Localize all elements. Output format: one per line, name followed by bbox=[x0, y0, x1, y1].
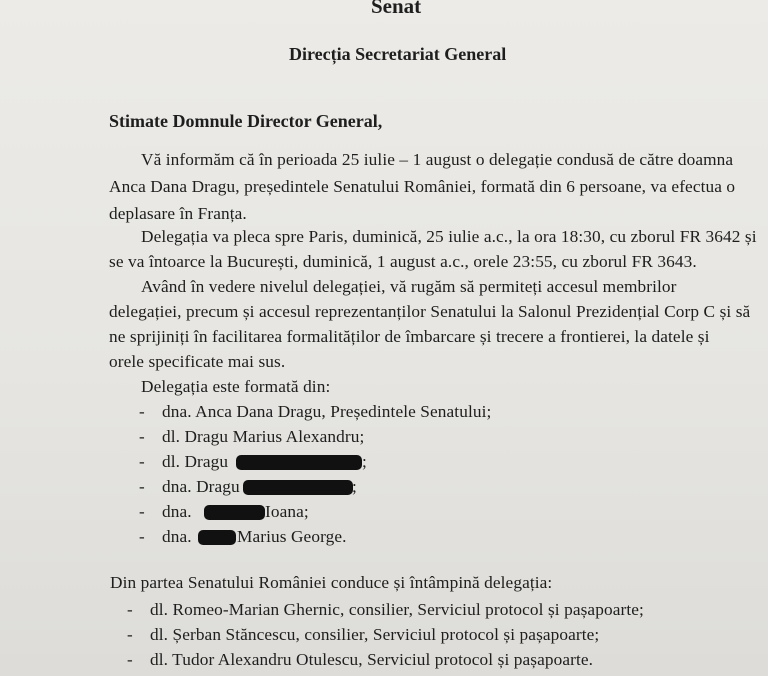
salutation: Stimate Domnule Director General, bbox=[109, 111, 383, 131]
institution-title: Senat bbox=[371, 0, 422, 18]
list-bullet: - bbox=[127, 625, 133, 644]
department-title: Direcția Secretariat General bbox=[289, 44, 507, 64]
member-prefix: dna. Dragu bbox=[162, 477, 240, 496]
list-bullet: - bbox=[139, 527, 145, 546]
member-prefix: dna. bbox=[162, 502, 192, 521]
paragraph-1-line-1: Vă informăm că în perioada 25 iulie – 1 august o delegație condusă de către doamna bbox=[141, 150, 734, 169]
member-suffix: Ioana; bbox=[265, 502, 309, 521]
member-prefix: dna. bbox=[162, 527, 192, 546]
list-bullet: - bbox=[139, 427, 145, 446]
member-text: dna. Anca Dana Dragu, Președintele Senatului; bbox=[162, 402, 492, 421]
member-suffix: ; bbox=[352, 477, 357, 496]
list-bullet: - bbox=[139, 477, 145, 496]
member-suffix: ; bbox=[362, 452, 367, 471]
redaction-bar bbox=[204, 505, 265, 520]
paragraph-3-line-4: orele specificate mai sus. bbox=[109, 352, 286, 371]
list-bullet: - bbox=[127, 650, 133, 669]
paragraph-3-line-3: ne sprijiniți în facilitarea formalităților de îmbarcare și trecere a frontierei, la datele și bbox=[109, 327, 710, 346]
redaction-bar bbox=[236, 455, 362, 470]
paragraph-3-line-2: delegației, precum și accesul reprezentanților Senatului la Salonul Prezidențial Corp C și să bbox=[109, 302, 751, 321]
member-prefix: dl. Dragu bbox=[162, 452, 229, 471]
host-text: dl. Romeo-Marian Ghernic, consilier, Serviciul protocol și pașapoarte; bbox=[150, 600, 644, 619]
paragraph-2-line-2: se va întoarce la București, duminică, 1 august a.c., orele 23:55, cu zborul FR 3643. bbox=[109, 252, 697, 271]
delegation-intro: Delegația este formată din: bbox=[141, 377, 331, 396]
member-suffix: Marius George. bbox=[237, 527, 347, 546]
redaction-bar bbox=[198, 530, 236, 545]
host-text: dl. Tudor Alexandru Otulescu, Serviciul protocol și pașapoarte. bbox=[150, 650, 594, 669]
member-text: dl. Dragu Marius Alexandru; bbox=[162, 427, 365, 446]
redaction-bar bbox=[243, 480, 353, 495]
list-bullet: - bbox=[127, 600, 133, 619]
list-bullet: - bbox=[139, 452, 145, 471]
paragraph-1-line-2: Anca Dana Dragu, președintele Senatului României, formată din 6 persoane, va efectua o bbox=[109, 177, 736, 196]
paragraph-3-line-1: Având în vedere nivelul delegației, vă rugăm să permiteți accesul membrilor bbox=[141, 277, 677, 296]
hosts-intro: Din partea Senatului României conduce și întâmpină delegația: bbox=[110, 573, 553, 592]
list-bullet: - bbox=[139, 502, 145, 521]
paragraph-2-line-1: Delegația va pleca spre Paris, duminică, 25 iulie a.c., la ora 18:30, cu zborul FR 3642 și bbox=[141, 227, 757, 246]
list-bullet: - bbox=[139, 402, 145, 421]
paragraph-1-line-3: deplasare în Franța. bbox=[109, 204, 247, 223]
host-text: dl. Șerban Stăncescu, consilier, Serviciul protocol și pașapoarte; bbox=[150, 625, 600, 644]
